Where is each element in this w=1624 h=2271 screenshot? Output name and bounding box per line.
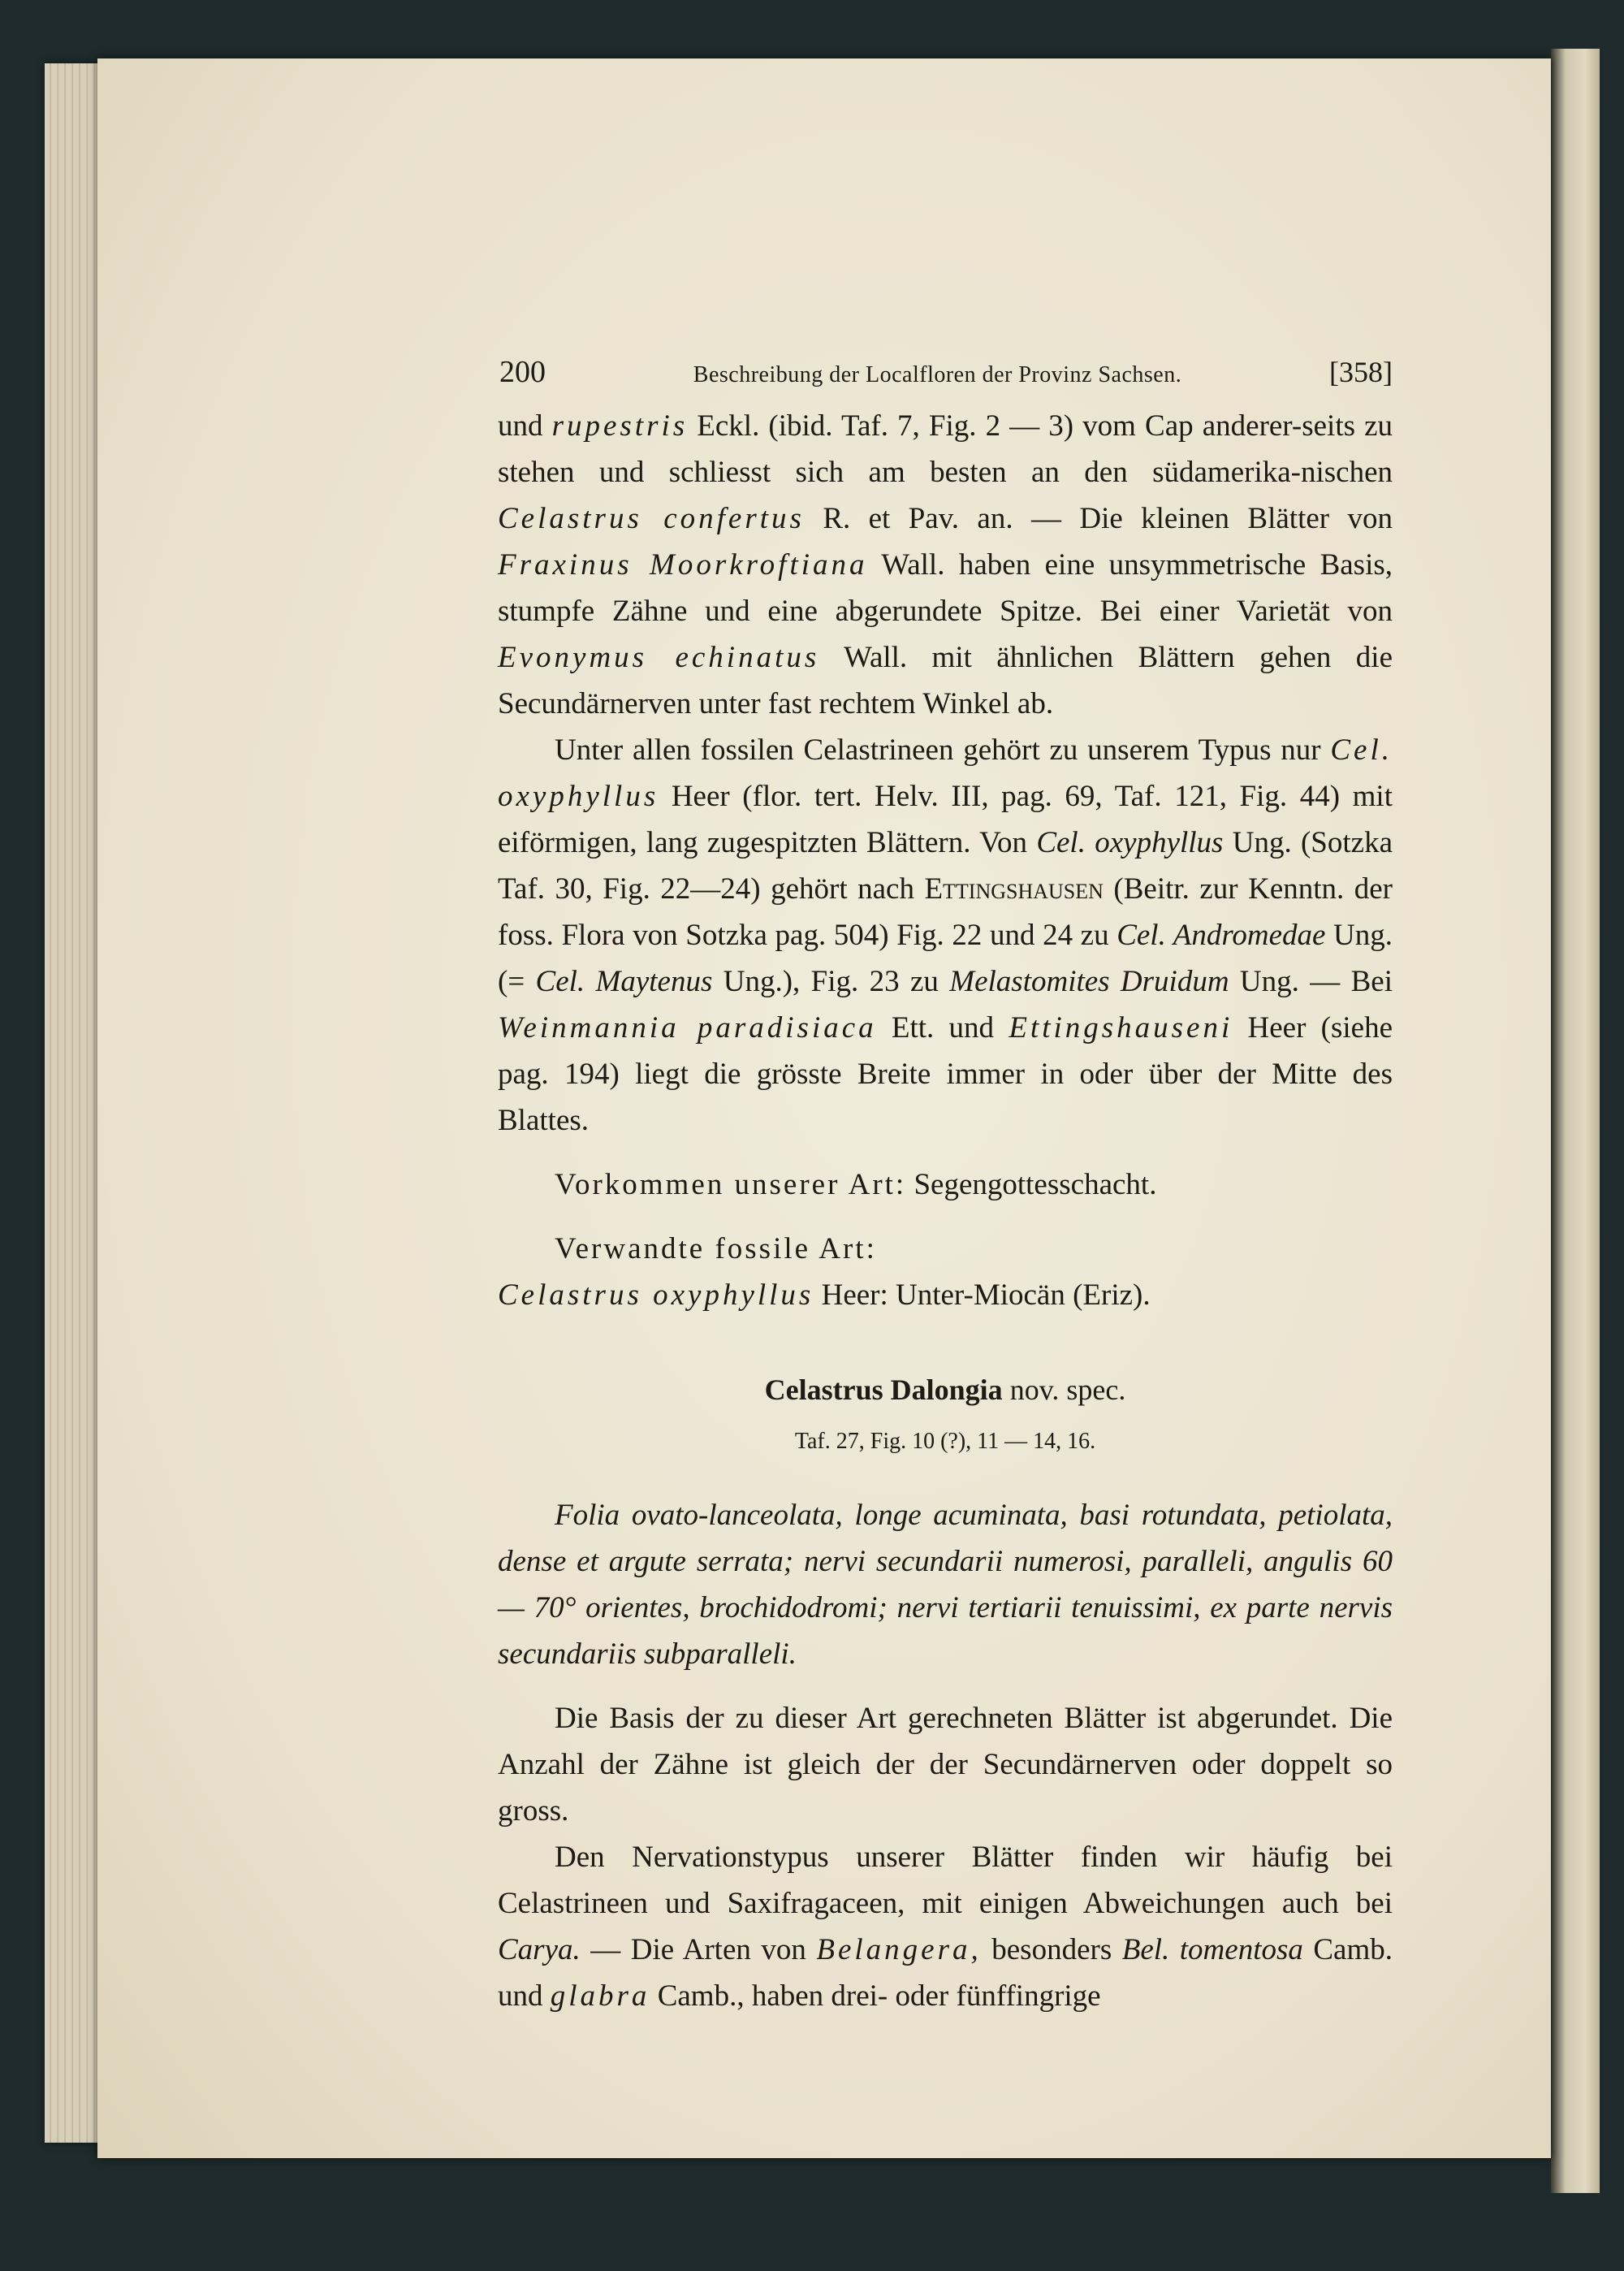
species-heading <box>498 1367 1393 1413</box>
text-run: Ett. und <box>876 1011 1009 1045</box>
related-species-line <box>498 1272 1393 1318</box>
running-title: Beschreibung der Localfloren der Provinz Sachsen. <box>693 362 1182 387</box>
text-run: Unter allen fossilen Celastrineen gehört zu unserem Typus nur <box>555 733 1331 767</box>
species-name: Celastrus confertus <box>498 502 805 535</box>
text-run: — Die Arten von <box>580 1933 817 1966</box>
species-name: Cel. oxyphyllus <box>498 733 1393 813</box>
body-text <box>402 403 1393 2019</box>
text-run: Wall. mit ähnlichen Blättern gehen die Secundärnerven unter fast rechtem Winkel ab. <box>498 641 1393 720</box>
species-name: Cel. oxyphyllus <box>1036 826 1224 859</box>
page-content <box>402 349 1393 2019</box>
latin-diagnosis: Folia ovato-lanceolata, longe acuminata, basi rotundata, petiolata, dense et argute serrata; nervi secundarii numerosi, paralleli, angulis 60 — 70° orientes, brochidodromi; nervi tertiarii tenuissimi, ex parte nervis secundariis subparalleli. <box>498 1499 1393 1671</box>
running-header <box>402 349 1393 398</box>
species-name: Fraxinus Moorkroftiana <box>498 548 868 582</box>
species-name: Melastomites Druidum <box>949 965 1229 998</box>
paragraph-3: Die Basis der zu dieser Art gerechneten Blätter ist abgerundet. Die Anzahl der Zähne ist gleich der der Secundärnerven oder doppelt so gross. <box>498 1702 1393 1828</box>
occurrence-label: Vorkommen unserer Art: <box>555 1168 907 1201</box>
text-run: Ung.), Fig. 23 zu <box>712 965 950 998</box>
text-run: Ung. — Bei <box>1229 965 1393 998</box>
text-run: (Beitr. zur Kenntn. der foss. Flora von Sotzka pag. 504) Fig. 22 und 24 zu <box>498 872 1393 952</box>
text-run: Ung. (Sotzka Taf. 30, Fig. 22—24) gehört nach <box>498 826 1393 906</box>
text-run: Heer (flor. tert. Helv. III, pag. 69, Taf. 121, Fig. 44) mit eiförmigen, lang zugespitzten Blättern. Von <box>498 780 1393 859</box>
paragraph-4 <box>498 1834 1393 2019</box>
species-name: Cel. Andromedae <box>1116 919 1326 952</box>
author-name: Ettingshausen <box>924 872 1104 906</box>
page-reference: [358] <box>1329 356 1393 388</box>
species-name: Evonymus echinatus <box>498 641 820 674</box>
species-name: Ettingshauseni <box>1009 1011 1233 1045</box>
next-page-edge <box>1551 49 1600 2193</box>
text-run: Den Nervationstypus unserer Blätter finden wir häufig bei Celastrineen und Saxifragaceen, mit einigen Abweichungen auch bei <box>498 1841 1393 1920</box>
text-run: Heer (siehe pag. 194) liegt die grösste Breite immer in oder über der Mitte des Blattes. <box>498 1011 1393 1137</box>
genus-name: Belangera, <box>816 1933 982 1966</box>
plate-reference: Taf. 27, Fig. 10 (?), 11 — 14, 16. <box>794 1429 1096 1454</box>
species-name: Celastrus oxyphyllus <box>498 1278 814 1312</box>
related-species-label: Verwandte fossile Art: <box>555 1232 877 1265</box>
paragraph-2 <box>498 727 1393 1144</box>
occurrence-line <box>498 1161 1393 1208</box>
related-species-label-line <box>498 1226 1393 1272</box>
species-heading-suffix: nov. spec. <box>1002 1373 1126 1406</box>
species-heading-name: Celastrus Dalongia <box>764 1373 1003 1406</box>
occurrence-value: Segengottesschacht. <box>906 1168 1157 1201</box>
text-run: besonders <box>981 1933 1122 1966</box>
text-run: Camb. und <box>498 1933 1393 2013</box>
species-name: glabra <box>550 1979 650 2013</box>
text-run: und <box>498 409 552 443</box>
text-run: Ung. (= <box>498 919 1393 998</box>
text-run: Eckl. (ibid. Taf. 7, Fig. 2 — 3) vom Cap anderer-seits zu stehen und schliesst sich am besten an den südamerika-nischen <box>498 409 1393 489</box>
page-number: 200 <box>499 355 546 389</box>
text-run: R. et Pav. an. — Die kleinen Blätter von <box>804 502 1393 535</box>
species-name: Cel. Maytenus <box>535 965 713 998</box>
species-name: rupestris <box>551 409 689 443</box>
species-name: Bel. tomentosa <box>1121 1933 1303 1966</box>
paragraph-1 <box>498 403 1393 727</box>
text-run: Wall. haben eine unsymmetrische Basis, stumpfe Zähne und eine abgerundete Spitze. Bei einer Varietät von <box>498 548 1393 628</box>
species-name: Weinmannia paradisiaca <box>498 1011 877 1045</box>
text-run: Heer: Unter-Miocän (Eriz). <box>814 1278 1151 1312</box>
text-run: Camb., haben drei- oder fünffingrige <box>650 1979 1101 2013</box>
genus-name: Carya. <box>498 1933 581 1966</box>
